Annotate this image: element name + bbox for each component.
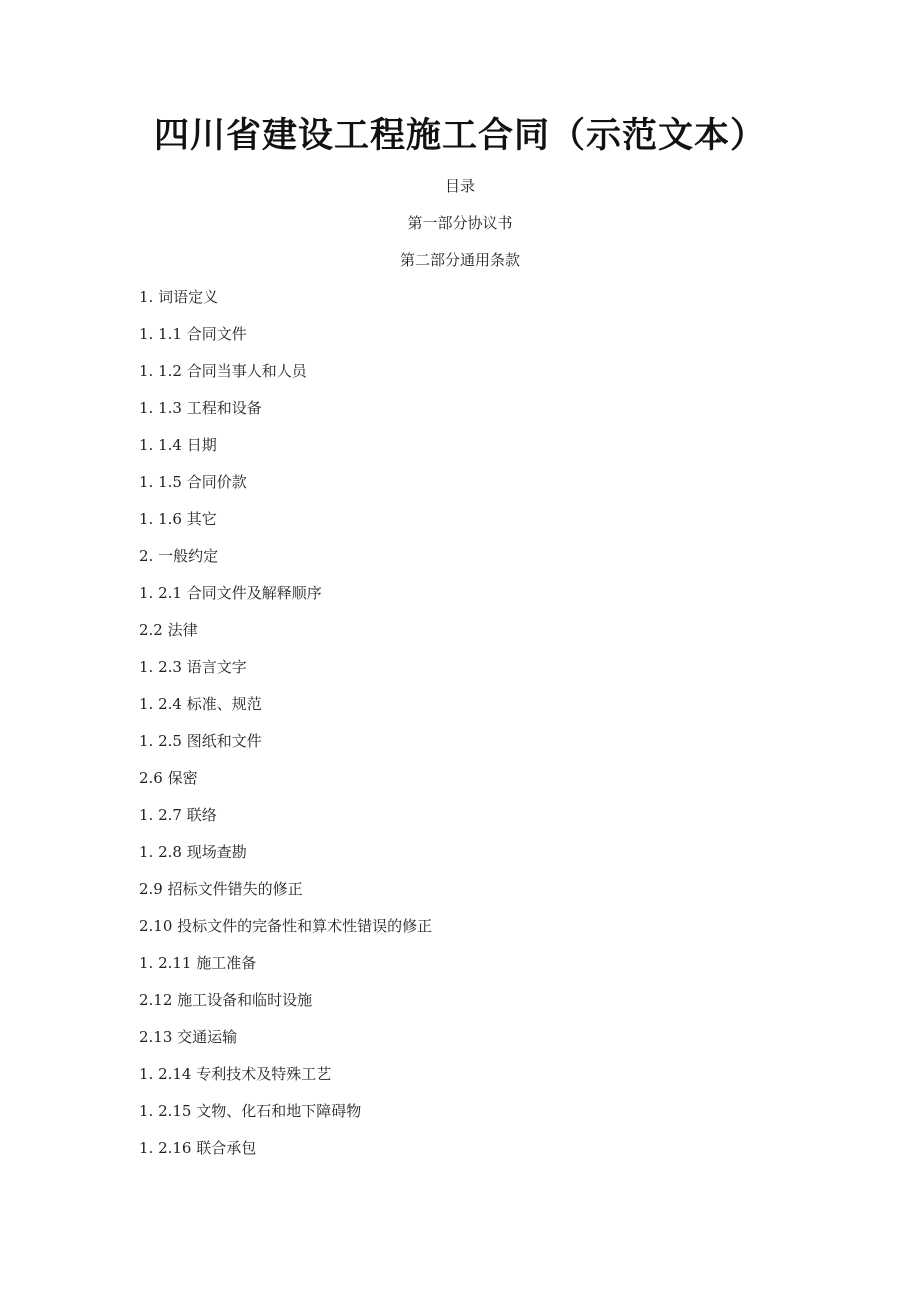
toc-item: 2.13 交通运输 <box>139 1028 238 1046</box>
toc-item: 1. 1.5 合同价款 <box>139 473 247 491</box>
toc-list <box>139 287 432 1175</box>
toc-item: 1. 2.11 施工准备 <box>139 954 257 972</box>
toc-item: 2.10 投标文件的完备性和算术性错误的修正 <box>139 917 433 935</box>
toc-item: 1. 2.3 语言文字 <box>139 658 247 676</box>
toc-item: 2.2 法律 <box>139 621 198 639</box>
toc-item: 1. 1.3 工程和设备 <box>139 399 262 417</box>
toc-item: 1. 2.8 现场查勘 <box>139 843 247 861</box>
toc-item: 2.6 保密 <box>139 769 198 787</box>
toc-heading: 目录 <box>444 177 475 195</box>
toc-item: 1. 词语定义 <box>139 288 219 306</box>
toc-item: 1. 2.4 标准、规范 <box>139 695 262 713</box>
toc-item: 1. 2.7 联络 <box>139 806 217 824</box>
toc-item: 2. 一般约定 <box>139 547 219 565</box>
toc-item: 1. 2.14 专利技术及特殊工艺 <box>139 1065 332 1083</box>
toc-item: 2.9 招标文件错失的修正 <box>139 880 303 898</box>
document-title: 四川省建设工程施工合同（示范文本） <box>153 115 766 156</box>
toc-item: 1. 2.16 联合承包 <box>139 1139 257 1157</box>
toc-item: 1. 2.5 图纸和文件 <box>139 732 262 750</box>
part-one-heading: 第一部分协议书 <box>407 214 513 232</box>
toc-item: 1. 1.4 日期 <box>139 436 217 454</box>
toc-item: 1. 1.1 合同文件 <box>139 325 247 343</box>
toc-item: 1. 2.1 合同文件及解释顺序 <box>139 584 322 602</box>
toc-item: 1. 1.2 合同当事人和人员 <box>139 362 307 380</box>
toc-item: 2.12 施工设备和临时设施 <box>139 991 313 1009</box>
toc-item: 1. 1.6 其它 <box>139 510 217 528</box>
part-two-heading: 第二部分通用条款 <box>399 251 520 269</box>
toc-item: 1. 2.15 文物、化石和地下障碍物 <box>139 1102 362 1120</box>
